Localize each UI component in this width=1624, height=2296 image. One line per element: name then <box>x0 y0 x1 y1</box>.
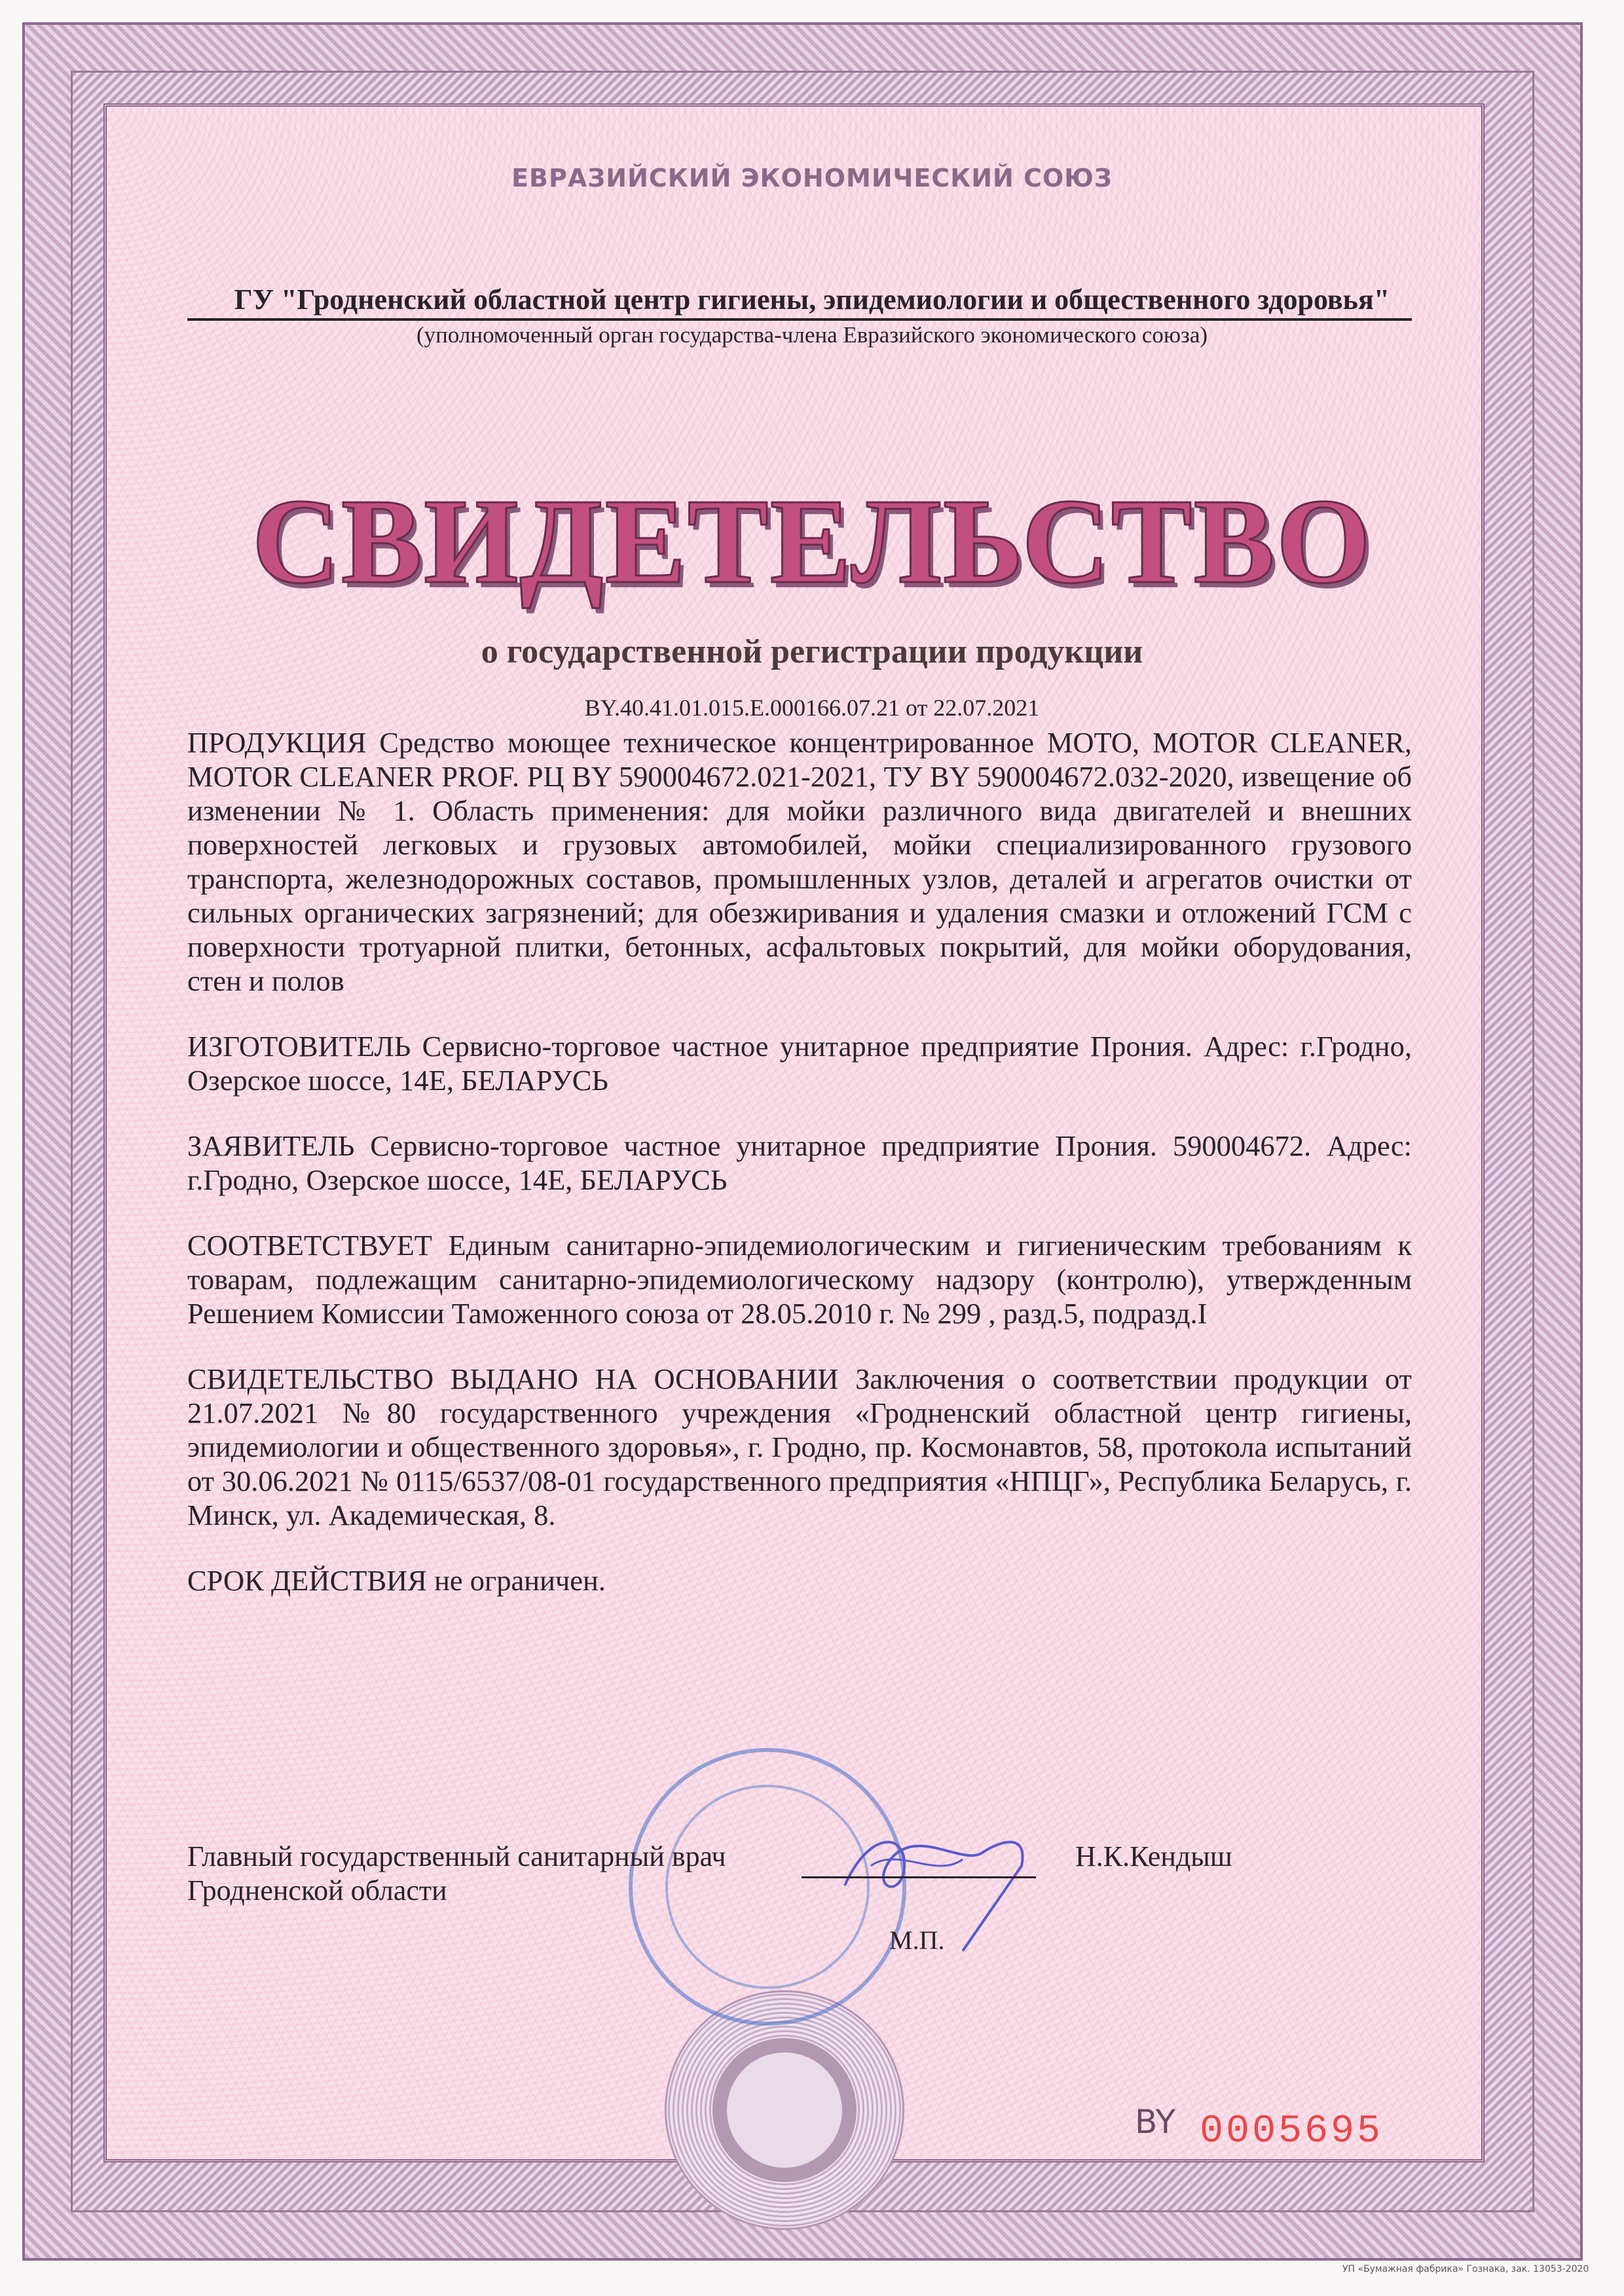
issuing-organization: ГУ "Гродненский областной центр гигиены, эпидемиологии и общественного здоровья" <box>234 283 1390 316</box>
section-product <box>187 725 1412 998</box>
section-text: Сервисно-торговое частное унитарное предприятие Прония. Адрес: г.Гродно, Озерское шоссе, 14Е, БЕЛАРУСЬ <box>187 1030 1412 1097</box>
section-text: Сервисно-торговое частное унитарное предприятие Прония. 590004672. Адрес: г.Гродно, Озерское шоссе, 14Е, БЕЛАРУСЬ <box>187 1129 1412 1196</box>
section-validity <box>187 1563 1412 1597</box>
union-heading: ЕВРАЗИЙСКИЙ ЭКОНОМИЧЕСКИЙ СОЮЗ <box>511 164 1113 192</box>
header-rule <box>187 318 1412 321</box>
section-label: ЗАЯВИТЕЛЬ <box>187 1129 355 1162</box>
position-line-2: Гродненской области <box>187 1874 447 1906</box>
printer-imprint: УП «Бумажная фабрика» Гознака, зак. 13053-2020 <box>1342 2264 1589 2274</box>
organization-note: (уполномоченный орган государства-члена Евразийского экономического союза) <box>416 322 1208 348</box>
section-applicant <box>187 1129 1412 1197</box>
medical-emblem-icon <box>665 1990 904 2230</box>
position-line-1: Главный государственный санитарный врач <box>187 1840 726 1872</box>
section-conformity <box>187 1228 1412 1330</box>
section-label: СВИДЕТЕЛЬСТВО ВЫДАНО НА ОСНОВАНИИ <box>187 1362 839 1395</box>
section-label: СООТВЕТСТВУЕТ <box>187 1229 432 1262</box>
section-label: ПРОДУКЦИЯ <box>187 726 367 759</box>
document-title: СВИДЕТЕЛЬСТВО <box>251 474 1373 609</box>
section-text: Единым санитарно-эпидемиологическим и гигиеническим требованиям к товарам, подлежащим санитарно-эпидемиологическому надзору (контролю), утвержденным Решением Комиссии Таможенного союза от 28.05.2010 г. № 299 , разд.5, подразд.I <box>187 1229 1412 1330</box>
form-serial-number: 0005695 <box>1200 2109 1384 2154</box>
document-subtitle: о государственной регистрации продукции <box>481 633 1143 670</box>
section-text: Средство моющее техническое концентрированное MOTO, MOTOR CLEANER, MOTOR CLEANER PROF. РЦ BY 590004672.021-2021, ТУ BY 590004672.032-2020, извещение об изменении № 1. Область применения: для мойки различного вида двигателей и внешних поверхностей легковых и грузовых автомобилей, мойки специализированного грузового транспорта, железнодорожных составов, промышленных узлов, деталей и агрегатов очистки от сильных органических загрязнений; для обезжиривания и удаления смазки и отложений ГСМ с поверхности тротуарной плитки, бетонных, асфальтовых покрытий, для мойки оборудования, стен и полов <box>187 726 1412 997</box>
section-text: не ограничен. <box>434 1564 606 1597</box>
section-label: СРОК ДЕЙСТВИЯ <box>187 1564 427 1597</box>
section-text: Заключения о соответствии продукции от 21.07.2021 №80 государственного учреждения «Гродненский областной центр гигиены, эпидемиологии и общественного здоровья», г. Гродно, пр. Космонавтов, 58, протокола испытаний от 30.06.2021 № 0115/6537/08-01 государственного предприятия «НПЦГ», Республика Беларусь, г. Минск, ул. Академическая, 8. <box>187 1362 1412 1531</box>
certificate-body <box>187 725 1412 1629</box>
signatory-name: Н.К.Кендыш <box>1075 1840 1232 1872</box>
section-label: ИЗГОТОВИТЕЛЬ <box>187 1030 411 1063</box>
section-manufacturer <box>187 1029 1412 1097</box>
country-code: BY <box>1135 2103 1176 2141</box>
registration-number: BY.40.41.01.015.E.000166.07.21 от 22.07.2021 <box>584 695 1040 721</box>
section-basis <box>187 1362 1412 1532</box>
seal-place-mark: М.П. <box>889 1925 945 1955</box>
signature-line <box>802 1876 1036 1878</box>
signatory-position <box>187 1840 726 1908</box>
